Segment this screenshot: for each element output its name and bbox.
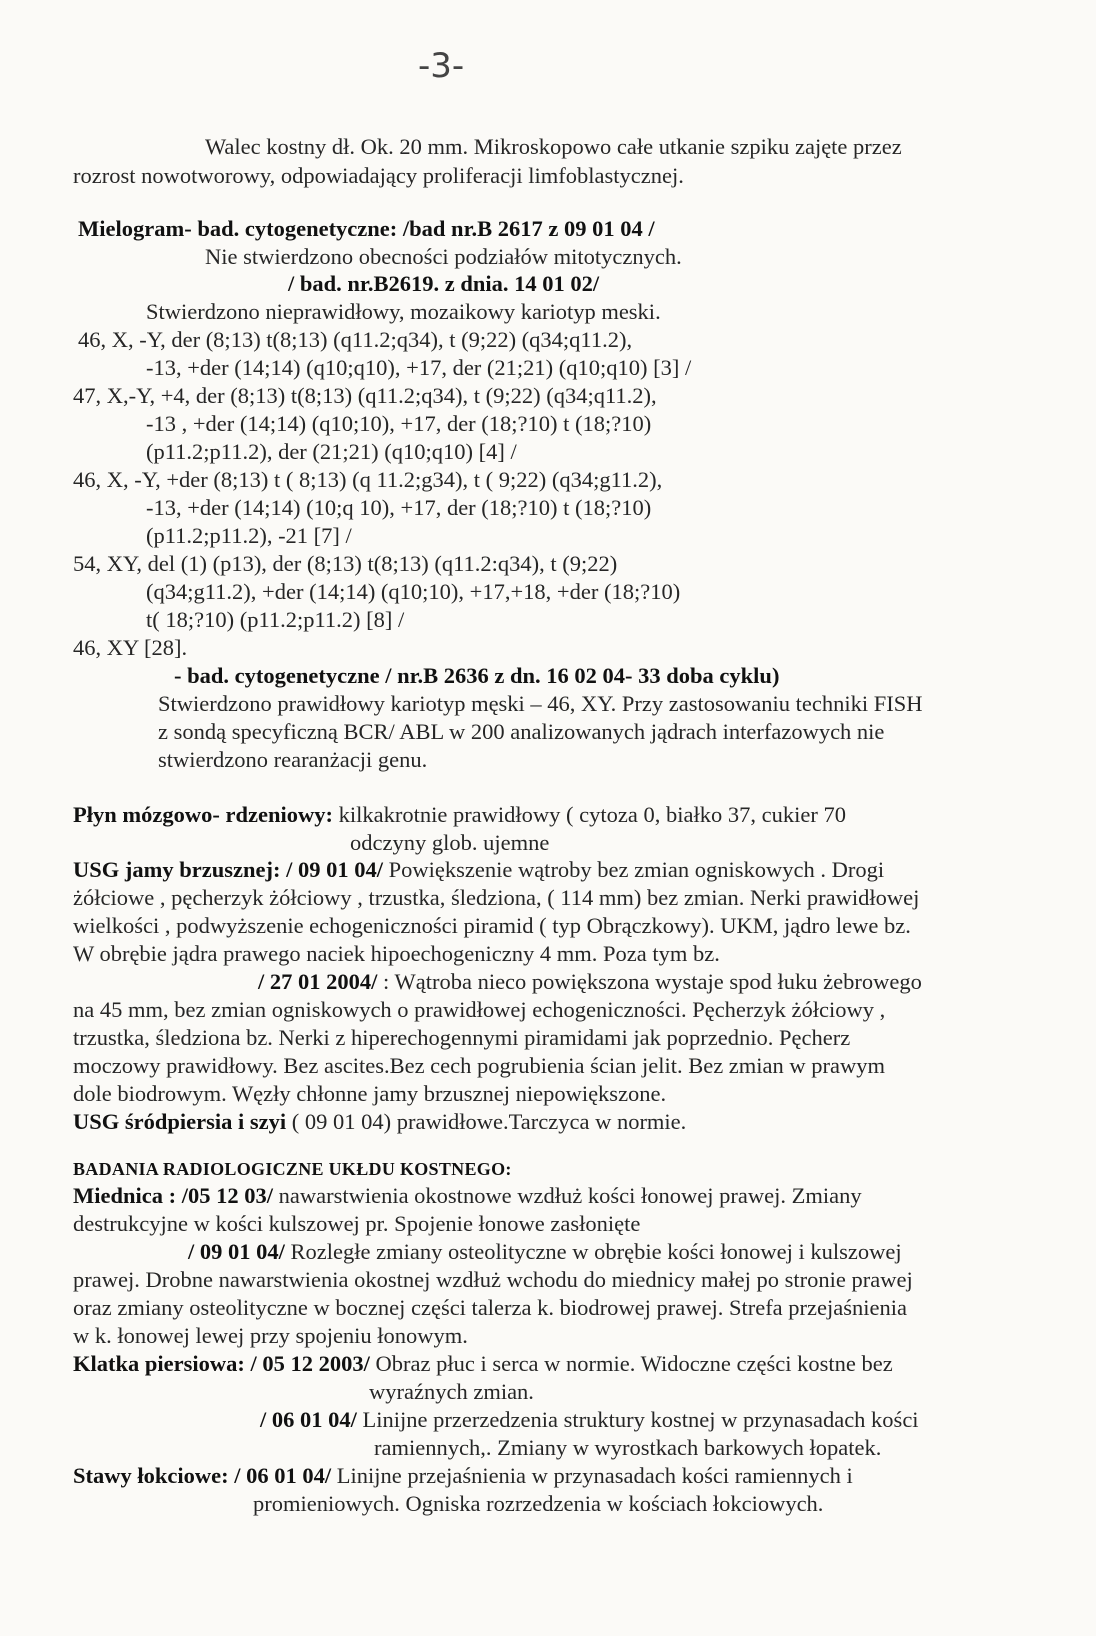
karyotype-line: t( 18;?10) (p11.2;p11.2) [8] /: [146, 607, 405, 632]
karyotype-line: 47, X,-Y, +4, der (8;13) t(8;13) (q11.2;q34), t (9;22) (q34;q11.2),: [73, 383, 657, 408]
text-line: prawej. Drobne nawarstwienia okostnej wzdłuż wchodu do miednicy małej po stronie prawej: [73, 1267, 913, 1292]
text-line: w k. łonowej lewej przy spojeniu łonowym.: [73, 1323, 468, 1348]
karyotype-line: -13, +der (14;14) (q10;q10), +17, der (21;21) (q10;q10) [3] /: [146, 355, 692, 380]
radiology-line: Miednica : /05 12 03/ nawarstwienia okostnowe wzdłuż kości łonowej prawej. Zmiany: [73, 1183, 862, 1208]
text-line: odczyny glob. ujemne: [350, 830, 550, 855]
text-line: stwierdzono rearanżacji genu.: [158, 747, 428, 772]
karyotype-line: 46, XY [28].: [73, 635, 188, 660]
radiology-line: Stawy łokciowe: / 06 01 04/ Linijne przejaśnienia w przynasadach kości ramiennych i: [73, 1463, 853, 1488]
text-line: Walec kostny dł. Ok. 20 mm. Mikroskopowo całe utkanie szpiku zajęte przez: [205, 134, 902, 159]
radiology-line: Klatka piersiowa: / 05 12 2003/ Obraz płuc i serca w normie. Widoczne części kostne bez: [73, 1351, 893, 1376]
text-line: dole biodrowym. Węzły chłonne jamy brzusznej niepowiększone.: [73, 1081, 667, 1106]
text-line: Stwierdzono prawidłowy kariotyp męski – 46, XY. Przy zastosowaniu techniki FISH: [158, 691, 923, 716]
page-number: -3-: [418, 46, 465, 86]
text-line: wielkości , podwyższenie echogeniczności piramid ( typ Obrączkowy). UKM, jądro lewe bz.: [73, 913, 911, 938]
text-line: rozrost nowotworowy, odpowiadający proliferacji limfoblastycznej.: [73, 163, 684, 188]
text-line: ramiennych,. Zmiany w wyrostkach barkowych łopatek.: [374, 1435, 882, 1460]
text-line: oraz zmiany osteolityczne w bocznej części talerza k. biodrowej prawej. Strefa przejaśnienia: [73, 1295, 907, 1320]
section-heading: / bad. nr.B2619. z dnia. 14 01 02/: [288, 271, 600, 296]
section-heading: BADANIA RADIOLOGICZNE UKŁDU KOSTNEGO:: [73, 1159, 512, 1179]
csf-line: Płyn mózgowo- rdzeniowy: kilkakrotnie prawidłowy ( cytoza 0, białko 37, cukier 70: [73, 802, 846, 827]
usg-line: / 27 01 2004/ : Wątroba nieco powiększona wystaje spod łuku żebrowego: [258, 969, 922, 994]
radiology-line: / 09 01 04/ Rozległe zmiany osteolityczne w obrębie kości łonowej i kulszowej: [188, 1239, 902, 1264]
text-line: promieniowych. Ogniska rozrzedzenia w kościach łokciowych.: [253, 1491, 824, 1516]
karyotype-line: -13 , +der (14;14) (q10;10), +17, der (18;?10) t (18;?10): [146, 411, 652, 436]
radiology-line: / 06 01 04/ Linijne przerzedzenia struktury kostnej w przynasadach kości: [260, 1407, 919, 1432]
karyotype-line: (p11.2;p11.2), -21 [7] /: [146, 523, 352, 548]
text-line: na 45 mm, bez zmian ogniskowych o prawidłowej echogeniczności. Pęcherzyk żółciowy ,: [73, 997, 886, 1022]
text-line: trzustka, śledziona bz. Nerki z hiperechogennymi piramidami jak poprzednio. Pęcherz: [73, 1025, 851, 1050]
text-line: z sondą specyficzną BCR/ ABL w 200 analizowanych jądrach interfazowych nie: [158, 719, 885, 744]
text-line: Stwierdzono nieprawidłowy, mozaikowy kariotyp meski.: [146, 299, 661, 324]
usg-line: USG śródpiersia i szyi ( 09 01 04) prawidłowe.Tarczyca w normie.: [73, 1109, 687, 1134]
karyotype-line: (q34;g11.2), +der (14;14) (q10;10), +17,+18, +der (18;?10): [146, 579, 681, 604]
text-line: wyraźnych zmian.: [369, 1379, 534, 1404]
text-line: W obrębie jądra prawego naciek hipoechogeniczny 4 mm. Poza tym bz.: [73, 941, 720, 966]
karyotype-line: -13, +der (14;14) (10;q 10), +17, der (18;?10) t (18;?10): [146, 495, 652, 520]
section-heading: Mielogram- bad. cytogenetyczne: /bad nr.B 2617 z 09 01 04 /: [78, 216, 655, 241]
usg-line: USG jamy brzusznej: / 09 01 04/ Powiększenie wątroby bez zmian ogniskowych . Drogi: [73, 857, 885, 882]
karyotype-line: 46, X, -Y, +der (8;13) t ( 8;13) (q 11.2;g34), t ( 9;22) (q34;g11.2),: [73, 467, 663, 492]
text-line: Nie stwierdzono obecności podziałów mitotycznych.: [205, 244, 682, 269]
karyotype-line: (p11.2;p11.2), der (21;21) (q10;q10) [4] /: [146, 439, 517, 464]
text-line: moczowy prawidłowy. Bez ascites.Bez cech pogrubienia ścian jelit. Bez zmian w prawym: [73, 1053, 886, 1078]
karyotype-line: 46, X, -Y, der (8;13) t(8;13) (q11.2;q34), t (9;22) (q34;q11.2),: [78, 327, 633, 352]
text-line: żółciowe , pęcherzyk żółciowy , trzustka, śledziona, ( 114 mm) bez zmian. Nerki prawidłowej: [73, 885, 920, 910]
section-heading: - bad. cytogenetyczne / nr.B 2636 z dn. 16 02 04- 33 doba cyklu): [174, 663, 780, 688]
text-line: destrukcyjne w kości kulszowej pr. Spojenie łonowe zasłonięte: [73, 1211, 641, 1236]
karyotype-line: 54, XY, del (1) (p13), der (8;13) t(8;13) (q11.2:q34), t (9;22): [73, 551, 618, 576]
